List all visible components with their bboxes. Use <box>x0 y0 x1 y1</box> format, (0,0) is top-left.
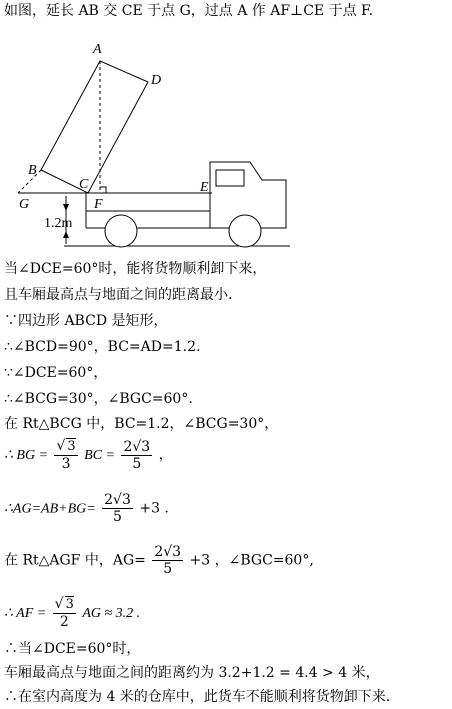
fraction-2sqrt3-over-5 <box>152 544 183 577</box>
arrow-up <box>63 231 69 238</box>
geometry-diagram <box>0 28 452 253</box>
formula-agf-suffix: +3 ，∠BGC=60°, <box>189 552 314 569</box>
numerator: 2√3 <box>154 544 182 560</box>
cab-window <box>216 170 244 186</box>
fraction-sqrt3-over-2 <box>53 596 76 630</box>
intro-text: 如图，延长 AB 交 CE 于点 G，过点 A 作 AF⊥CE 于点 F. <box>4 3 374 19</box>
solution-line-1: 当∠DCE=60°时，能将货物顺利卸下来， <box>4 261 267 277</box>
denominator: 5 <box>163 561 173 577</box>
numerator: 2√3 <box>123 438 151 455</box>
formula-bg-mid: BC = <box>84 448 115 463</box>
solution-line-6: ∴∠BCG=30°，∠BGC=60°. <box>4 391 193 407</box>
fraction-2sqrt3-over-5 <box>102 492 133 525</box>
formula-bg <box>4 438 173 472</box>
arrow-down <box>63 204 69 211</box>
numerator: 2√3 <box>104 492 131 508</box>
denominator: 3 <box>61 456 71 472</box>
formula-ag <box>4 492 169 525</box>
label-f: F <box>94 197 103 212</box>
label-e: E <box>200 180 209 195</box>
formula-bg-prefix: ∴ BG = <box>4 448 49 463</box>
solution-line-14: ∴在室内高度为 4 米的仓库中，此货车不能顺利将货物卸下来. <box>4 689 391 705</box>
formula-bg-suffix: ， <box>158 447 173 463</box>
solution-line-13: 车厢最高点与地面之间的距离约为 3.2+1.2 = 4.4 > 4 米， <box>4 665 380 681</box>
right-angle-mark <box>100 187 106 193</box>
solution-line-3: ∵四边形 ABCD 是矩形， <box>4 313 168 329</box>
label-b: B <box>28 163 37 178</box>
formula-af-prefix: ∴ AF = <box>4 606 47 621</box>
label-d: D <box>151 73 162 88</box>
denominator: 2 <box>59 614 69 630</box>
solution-line-12: ∴当∠DCE=60°时， <box>4 641 141 657</box>
formula-ag-suffix: +3 . <box>139 500 169 517</box>
label-c: C <box>79 177 89 192</box>
sqrt-symbol: √ <box>54 596 64 612</box>
solution-line-5: ∵∠DCE=60°， <box>4 365 108 381</box>
rectangle-abcd <box>41 61 148 193</box>
radicand: 3 <box>67 439 76 454</box>
radicand: 3 <box>65 597 74 612</box>
rear-wheel <box>105 215 137 247</box>
label-g: G <box>19 197 30 212</box>
formula-agf <box>4 544 314 577</box>
formula-agf-prefix: 在 Rt△AGF 中，AG= <box>4 552 146 569</box>
height-label: 1.2m <box>44 216 73 231</box>
sqrt-symbol: √ <box>56 438 66 454</box>
solution-line-4: ∴∠BCD=90°，BC=AD=1.2. <box>4 339 201 355</box>
formula-ag-prefix: ∴AG=AB+BG= <box>4 501 96 517</box>
formula-af <box>4 596 140 630</box>
denominator: 5 <box>132 455 142 472</box>
denominator: 5 <box>113 509 122 525</box>
solution-line-7: 在 Rt△BCG 中，BC=1.2，∠BCG=30°， <box>4 416 279 432</box>
fraction-sqrt3-over-3 <box>54 438 77 472</box>
front-wheel <box>229 215 261 247</box>
truck-bed <box>86 193 210 211</box>
fraction-2sqrt3-over-5 <box>121 439 152 472</box>
label-a: A <box>93 42 102 57</box>
formula-af-suffix: AG ≈ 3.2 . <box>82 606 141 621</box>
solution-line-2: 且车厢最高点与地面之间的距离最小. <box>4 287 233 303</box>
